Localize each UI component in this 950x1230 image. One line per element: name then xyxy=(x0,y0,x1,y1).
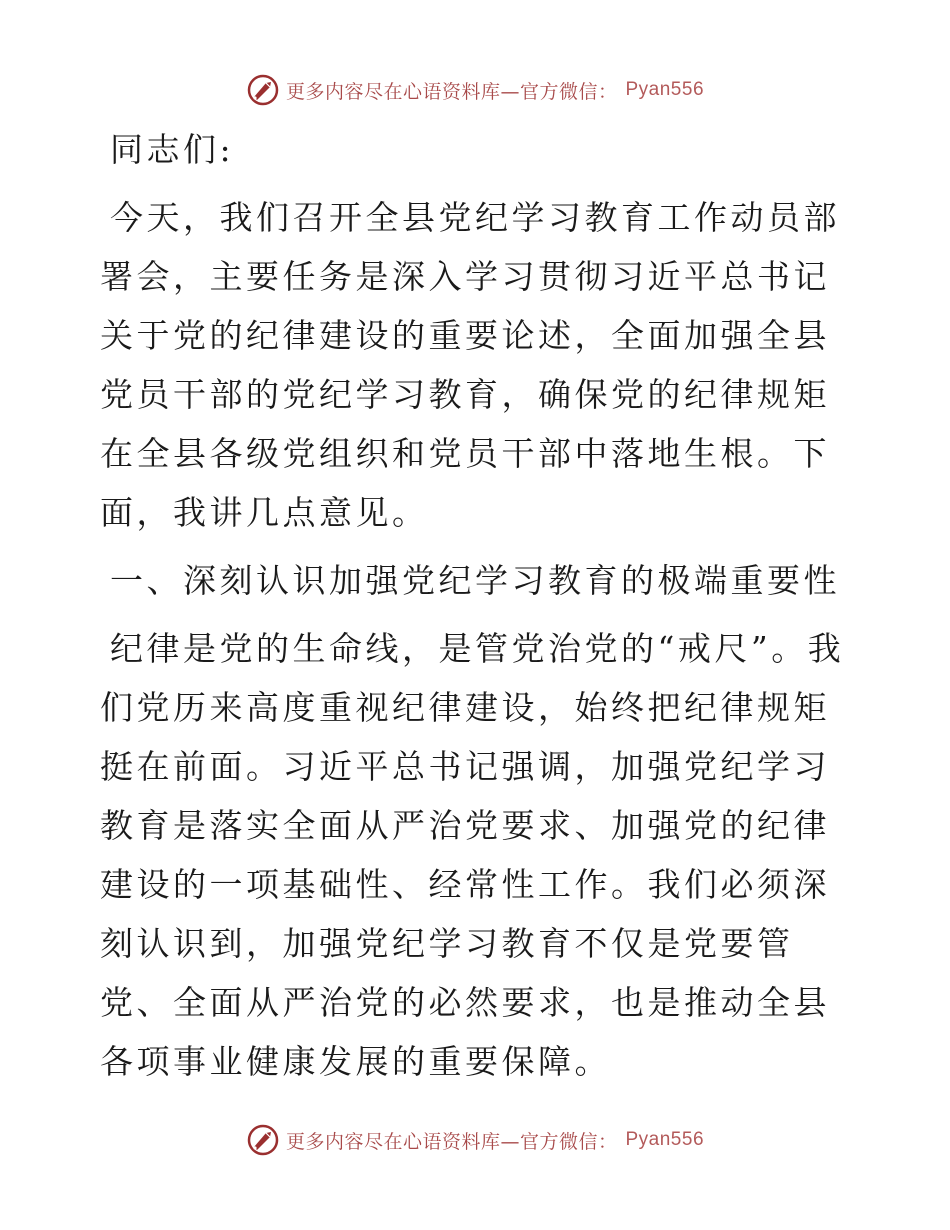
watermark-handle: Pyan556 xyxy=(625,1129,705,1150)
watermark-handle: Pyan556 xyxy=(625,79,705,100)
watermark-text: 更多内容尽在心语资料库—官方微信： xyxy=(285,1130,618,1153)
document-body xyxy=(100,120,860,1091)
watermark-banner-top xyxy=(0,70,950,110)
pen-quill-logo-icon xyxy=(246,73,280,107)
paragraph-discipline: 纪律是党的生命线，是管党治党的“戒尺”。我们党历来高度重视纪律建设，始终把纪律规矩挺在前面。习近平总书记强调，加强党纪学习教育是落实全面从严治党要求、加强党的纪律建设的一项基础性、经常性工作。我们必须深刻认识到，加强党纪学习教育不仅是党要管党、全面从严治党的必然要求，也是推动全县各项事业健康发展的重要保障。 xyxy=(100,629,845,1081)
paragraph-intro: 今天，我们召开全县党纪学习教育工作动员部署会，主要任务是深入学习贯彻习近平总书记关于党的纪律建设的重要论述，全面加强全县党员干部的党纪学习教育，确保党的纪律规矩在全县各级党组织和党员干部中落地生根。下面，我讲几点意见。 xyxy=(100,198,840,532)
salutation: 同志们: xyxy=(110,130,235,169)
watermark-text: 更多内容尽在心语资料库—官方微信： xyxy=(285,80,618,103)
pen-quill-logo-icon xyxy=(246,1123,280,1157)
section-heading: 一、深刻认识加强党纪学习教育的极端重要性 xyxy=(110,561,840,600)
watermark-banner-bottom xyxy=(0,1120,950,1160)
